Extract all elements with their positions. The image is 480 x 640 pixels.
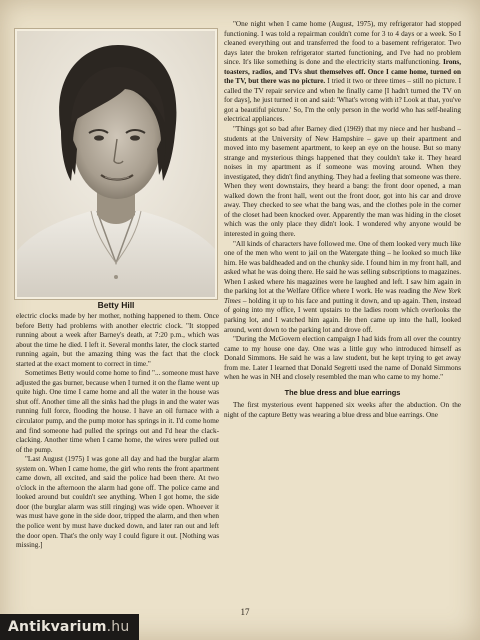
article-paragraph: "Last August (1975) I was gone all day and had the burglar alarm system on. When I came home, the girl who rents the front apartment came down, all excited, and said the police had been there. At two o'clock in the afternoon the alarm had gone off. The police came and looked around but couldn't see anything. When I got home, the side door (the burglar alarm was still ringing) was wide open. Whoever it was must have gone in the side door, tripped the alarm, and then when the police went by must have ducked down, and later ran out and left the door open. That's the only way I could figure it out. [Nothing was missing.] — [16, 455, 219, 550]
paragraph-text: "One night when I came home (August, 1975), my refrigerator had stopped functioning. I was told a repairman couldn't come for 3 to 4 days or a week. So I cleaned everything out and transferred the food to a basement refrigerator. Two days later the broken refrigerator started functioning, and I've had no problem since. It's like something is done and the electricity starts malfunctioning. — [224, 20, 461, 67]
section-subheading: The blue dress and blue earrings — [284, 387, 401, 397]
paragraph-text: – holding it up to his face and putting it down, and up again. Then, instead of going into my office, I went upstairs to the ladies room which overlooks the parking lot, and I watched him again. He then came up into the hall, looked around, went down to the parking lot and drove off. — [224, 296, 461, 334]
article-paragraph: electric clocks made by her mother, nothing happened to them. Once before Betty had problems with another electric clock. "It stopped running about a week after Barney's death, at 7:20 p.m., which was about the time he died. I left it. Several months later, the clock started running again, but the amazing thing was the fact that the clock started at the exact moment to correct in time." — [16, 312, 219, 368]
portrait-image — [17, 31, 215, 297]
portrait-photo — [14, 28, 218, 300]
article-paragraph: The first mysterious event happened six weeks after the abduction. On the night of the capture Betty was wearing a blue dress and blue earrings. One — [224, 401, 461, 419]
article-paragraph — [224, 240, 461, 335]
article-paragraph — [224, 20, 461, 125]
article-paragraph: "During the McGovern election campaign I had kids from all over the country came to my house one day. One was a little guy who introduced himself as Donald Simmons. He said he was a law student, but he kept trying to get away from me. Later I learned that Donald Segretti used the name of Donald Simmons when he was in NH and closely resembled the man who came to my home." — [224, 335, 461, 382]
paragraph-text: I tried it two or three times – still no picture. I called the TV repair service and when he finally came [I hadn't turned the TV on for days], he just turned it on and said: 'What's wrong with it? Look at that, you've got a beautiful picture.' So, I'm the only person in the world who has self-healing electrical appliances. — [224, 77, 461, 124]
article-right-column — [224, 20, 461, 620]
article-paragraph: Sometimes Betty would come home to find "... someone must have adjusted the gas burner, because when I turned it on the flame went up quite high. One time I came home and all the water in the house was shut off. Another time all the sinks had the plugs in and the water was running full force, flooding the house. I have an oil furnace with a circulator pump, and the pump motor has springs in it. I'd come home and find someone had pulled the springs out and I'd hear the clack-clacking. Another time when I came home, the wires were pulled out of the pump. — [16, 369, 219, 454]
article-left-column — [16, 312, 219, 622]
watermark-text: Antikvarium — [8, 619, 107, 635]
article-paragraph: "Things got so bad after Barney died (1969) that my niece and her husband – students at the University of New Hampshire – gave up their apartment and moved into my basement apartment, to keep an eye on the house. But so many strange and mysterious things happened that they couldn't take it. They heard noises in my apartment as if someone was moving around. When they investigated, they didn't find anything. They had a feeling that someone was there. When they went downstairs, they heard a bang: the front door opened, a man walked down the front hall, went out the front door, got into his car and drove away. They checked to see what the bang was, and the clothes pole in the corner of the closet had been knocked over. Apparently the man was hiding in the closet which was the only place they didn't look. I wondered why anyone would be interested in going there. — [224, 125, 461, 239]
newspaper-title: New York Times — [224, 287, 461, 305]
paragraph-text: "All kinds of characters have followed me. One of them looked very much like one of the men who went to jail on the Watergate thing – he looked so much like him. He was baldheaded and on the chunky side. I found him in my front hall, and asked what he was doing there. He said he was selling subscriptions to magazines. When I asked where his magazines were he laughed and left. I saw him again in the parking lot at the Welfare Office where I work. He was reading the — [224, 239, 461, 296]
watermark-suffix: .hu — [106, 619, 130, 635]
photo-caption: Betty Hill — [97, 300, 135, 310]
emphasized-text: Irons, toasters, radios, and TVs shut themselves off. Once I came home, turned on the TV, but there was no picture. — [224, 58, 461, 86]
watermark-badge — [0, 614, 139, 640]
page-number: 17 — [240, 607, 250, 617]
